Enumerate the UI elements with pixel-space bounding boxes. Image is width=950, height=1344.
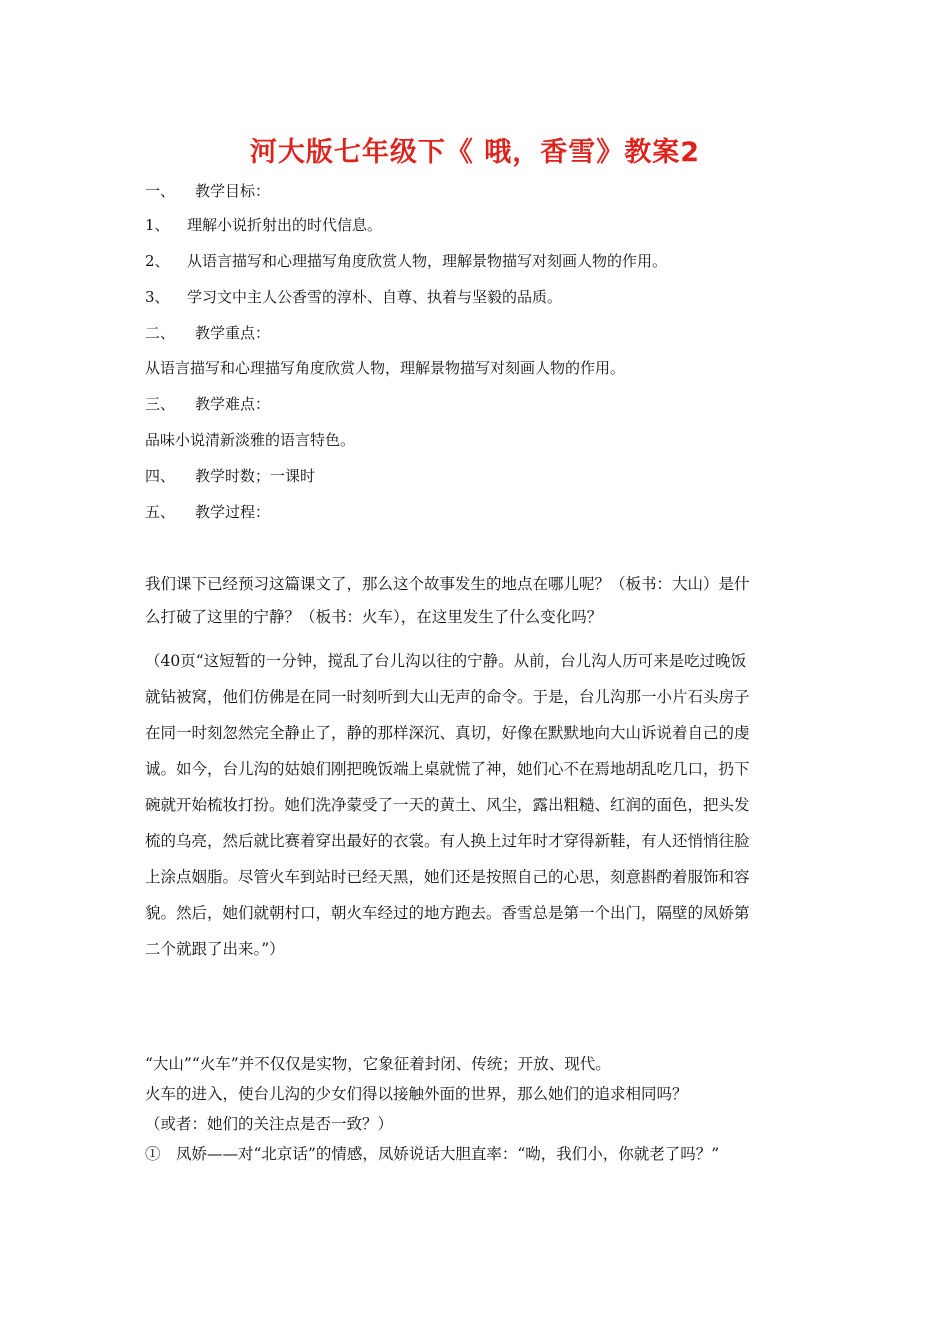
paragraph-line: 我们课下已经预习这篇课文了，那么这个故事发生的地点在哪儿呢？（板书：大山）是什 <box>145 575 750 593</box>
paragraph-line: 梳的乌亮，然后就比赛着穿出最好的衣裳。有人换上过年时才穿得新鞋，有人还悄悄往脸 <box>145 832 750 850</box>
objective-number: 3、 <box>145 288 170 306</box>
paragraph-line: “大山”“火车”并不仅仅是实物，它象征着封闭、传统；开放、现代。 <box>145 1055 611 1073</box>
objective-item <box>145 214 382 235</box>
section-heading-text: 教学重点： <box>195 324 271 342</box>
section-heading-text: 教学目标： <box>195 182 271 200</box>
section-number: 三、 <box>145 395 176 413</box>
section-heading-text: 教学过程： <box>195 503 271 521</box>
section-hours-heading <box>145 465 315 486</box>
paragraph-line: 诚。如今，台儿沟的姑娘们刚把晚饭端上桌就慌了神，她们心不在焉地胡乱吃几口，扔下 <box>145 760 750 778</box>
objective-item <box>145 250 667 271</box>
paragraph-line: 在同一时刻忽然完全静止了，静的那样深沉、真切，好像在默默地向大山诉说着自己的虔 <box>145 724 750 742</box>
section-heading-text: 教学时数；一课时 <box>195 467 316 485</box>
objective-text: 理解小说折射出的时代信息。 <box>187 216 383 234</box>
section-process-heading <box>145 501 270 522</box>
paragraph-line: 么打破了这里的宁静？（板书：火车），在这里发生了什么变化吗？ <box>145 608 603 626</box>
difficulties-text: 品味小说清新淡雅的语言特色。 <box>145 431 356 449</box>
document-title: 河大版七年级下《 哦，香雪》教案2 <box>249 137 701 168</box>
section-number: 四、 <box>145 467 176 485</box>
paragraph-line: ① 凤娇——对“北京话”的情感，凤娇说话大胆直率：“呦，我们小，你就老了吗？” <box>145 1145 720 1163</box>
paragraph-line: （或者：她们的关注点是否一致？） <box>145 1115 394 1133</box>
objective-number: 2、 <box>145 252 170 270</box>
paragraph-line: 貌。然后，她们就朝村口，朝火车经过的地方跑去。香雪总是第一个出门，隔壁的凤娇第 <box>145 904 750 922</box>
section-number: 一、 <box>145 182 176 200</box>
paragraph-line: 就钻被窝，他们仿佛是在同一时刻听到大山无声的命令。于是，台儿沟那一小片石头房子 <box>145 688 750 706</box>
quote-paragraph <box>145 643 810 967</box>
paragraph-line: 火车的进入，使台儿沟的少女们得以接触外面的世界，那么她们的追求相同吗？ <box>145 1085 688 1103</box>
section-objectives-heading <box>145 180 270 201</box>
section-keypoints-heading <box>145 322 270 343</box>
objective-text: 从语言描写和心理描写角度欣赏人物，理解景物描写对刻画人物的作用。 <box>187 252 668 270</box>
paragraph-line: 上涂点姻脂。尽管火车到站时已经天黑，她们还是按照自己的心思，刻意斟酌着服饰和容 <box>145 868 750 886</box>
section-number: 二、 <box>145 324 176 342</box>
paragraph-line: 碗就开始梳妆打扮。她们洗净蒙受了一天的黄土、风尘，露出粗糙、红润的面色，把头发 <box>145 796 750 814</box>
intro-paragraph <box>145 566 810 632</box>
keypoints-text: 从语言描写和心理描写角度欣赏人物，理解景物描写对刻画人物的作用。 <box>145 359 626 377</box>
section-heading-text: 教学难点： <box>195 395 271 413</box>
section-difficulties-heading <box>145 393 270 414</box>
paragraph-line: 二个就跟了出来。”） <box>145 940 285 958</box>
paragraph-line: （40页“这短暂的一分钟，搅乱了台儿沟以往的宁静。从前，台儿沟人历可来是吃过晚饭 <box>145 652 747 670</box>
objective-item <box>145 286 562 307</box>
objective-text: 学习文中主人公香雪的淳朴、自尊、执着与坚毅的品质。 <box>187 288 563 306</box>
discussion-paragraph <box>145 1049 810 1169</box>
objective-number: 1、 <box>145 216 170 234</box>
section-number: 五、 <box>145 503 176 521</box>
